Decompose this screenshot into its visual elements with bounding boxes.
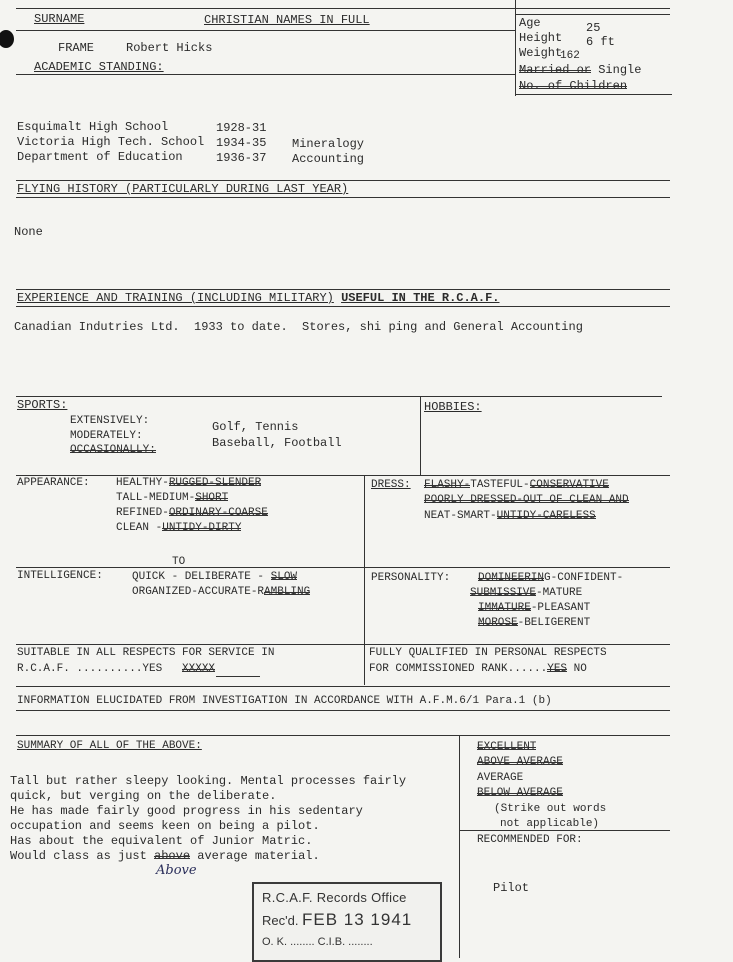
summary-line-1: Tall but rather sleepy looking. Mental processes fairly bbox=[10, 774, 407, 788]
rule bbox=[16, 735, 670, 736]
rating-above-average bbox=[477, 755, 563, 769]
education-subject-2: Mineralogy bbox=[292, 137, 365, 151]
struck-text: AMBLING bbox=[264, 586, 311, 598]
christian-names-label: CHRISTIAN NAMES IN FULL bbox=[204, 13, 370, 27]
height-value: 6 ft bbox=[586, 35, 615, 49]
personality-line-4 bbox=[478, 616, 590, 630]
dress-line-1 bbox=[424, 478, 609, 492]
sports-extensively-value: Golf, Tennis bbox=[212, 420, 299, 434]
records-office-stamp bbox=[252, 882, 442, 962]
struck-text: above bbox=[154, 849, 191, 863]
weight-value: 162 bbox=[560, 50, 580, 62]
rule bbox=[16, 475, 670, 476]
stamp-recd-label: Rec'd. bbox=[262, 913, 299, 928]
children-line bbox=[519, 79, 627, 93]
rule bbox=[16, 710, 670, 711]
marital-line bbox=[519, 63, 641, 77]
stamp-ok-line: O. K. ........ C.I.B. ........ bbox=[262, 936, 373, 948]
appearance-tall bbox=[116, 491, 228, 505]
struck-text: CONSERVATIVE bbox=[529, 479, 609, 491]
struck-text: DOMINEERIN bbox=[478, 572, 545, 584]
struck-text: SLOW bbox=[270, 571, 298, 583]
option-text: TASTEFUL- bbox=[470, 479, 530, 491]
surname-value: FRAME bbox=[58, 41, 95, 55]
summary-line-5: Has about the equivalent of Junior Matric. bbox=[10, 834, 313, 848]
age-label: Age bbox=[519, 16, 541, 30]
personality-line-1 bbox=[478, 571, 623, 585]
rule bbox=[16, 686, 670, 687]
suitable-label: SUITABLE IN ALL RESPECTS FOR SERVICE IN bbox=[17, 647, 275, 659]
struck-text: BELOW AVERAGE bbox=[477, 787, 563, 799]
summary-text: average material. bbox=[190, 849, 320, 863]
commission-line bbox=[369, 662, 587, 676]
rule bbox=[459, 736, 460, 958]
struck-text: SHORT bbox=[195, 492, 229, 504]
christian-names-value: Robert Hicks bbox=[126, 41, 213, 55]
stamp-date: FEB 13 1941 bbox=[302, 910, 413, 929]
struck-text: POORLY DRESSED-OUT OF CLEAN AND bbox=[424, 494, 629, 506]
sports-moderately-value: Baseball, Football bbox=[212, 436, 342, 450]
rule bbox=[364, 645, 365, 685]
struck-text: UNTIDY-DIRTY bbox=[162, 522, 242, 534]
rule bbox=[16, 180, 670, 181]
summary-text: Would class as just bbox=[10, 849, 155, 863]
option-text: -MATURE bbox=[536, 587, 583, 599]
commission-no: NO bbox=[567, 663, 587, 675]
struck-text: EXCELLENT bbox=[477, 741, 537, 753]
marital-value: Single bbox=[598, 63, 642, 77]
intelligence-line-2 bbox=[132, 585, 310, 599]
age-value: 25 bbox=[586, 21, 601, 35]
sports-moderately-label: MODERATELY: bbox=[70, 430, 143, 442]
personality-line-3 bbox=[478, 601, 590, 615]
appearance-label: APPEARANCE: bbox=[17, 477, 90, 489]
rule bbox=[364, 476, 365, 644]
option-text: QUICK - DELIBERATE - bbox=[132, 571, 271, 583]
rating-note-2: not applicable) bbox=[500, 818, 600, 830]
sports-label: SPORTS: bbox=[17, 398, 68, 412]
academic-label: ACADEMIC STANDING: bbox=[34, 60, 164, 74]
dress-label: DRESS: bbox=[371, 479, 411, 491]
rule bbox=[16, 396, 662, 397]
personality-line-2 bbox=[470, 586, 582, 600]
option-text: TALL-MEDIUM- bbox=[116, 492, 196, 504]
sports-extensively-label: EXTENSIVELY: bbox=[70, 415, 150, 427]
rule bbox=[216, 676, 260, 677]
recommended-value: Pilot bbox=[493, 881, 530, 895]
information-label: INFORMATION ELUCIDATED FROM INVESTIGATION IN ACCORDANCE WITH A.F.M.6/1 Para.1 (b) bbox=[17, 695, 552, 707]
rule bbox=[516, 8, 670, 9]
summary-line-6 bbox=[10, 849, 320, 863]
appearance-clean bbox=[116, 521, 241, 535]
handwritten-correction: Above bbox=[156, 863, 197, 878]
flying-label: FLYING HISTORY (PARTICULARLY DURING LAST YEAR) bbox=[17, 182, 349, 196]
struck-text: RUGGED-SLENDER bbox=[168, 477, 262, 489]
commission-label: FULLY QUALIFIED IN PERSONAL RESPECTS bbox=[369, 647, 607, 659]
struck-text: ORDINARY-COARSE bbox=[168, 507, 268, 519]
summary-line-4: occupation and seems keen on being a pilot. bbox=[10, 819, 320, 833]
education-school-1: Esquimalt High School bbox=[17, 120, 169, 134]
stamp-title: R.C.A.F. Records Office bbox=[262, 890, 407, 905]
rule bbox=[16, 306, 670, 307]
rating-note-1: (Strike out words bbox=[494, 803, 607, 815]
education-years-3: 1936-37 bbox=[216, 151, 267, 165]
dress-line-2 bbox=[424, 493, 629, 507]
surname-label: SURNAME bbox=[34, 12, 85, 26]
struck-text: ABOVE AVERAGE bbox=[477, 756, 563, 768]
rule bbox=[16, 644, 670, 645]
sports-occasionally bbox=[70, 443, 156, 457]
intelligence-label: INTELLIGENCE: bbox=[17, 570, 103, 582]
experience-value: Canadian Indutries Ltd. 1933 to date. Stores, shi ping and General Accounting bbox=[14, 320, 583, 334]
option-text: CLEAN - bbox=[116, 522, 163, 534]
rule bbox=[16, 567, 670, 568]
rating-below-average bbox=[477, 786, 563, 800]
height-label: Height bbox=[519, 31, 563, 45]
education-school-2: Victoria High Tech. School bbox=[17, 135, 205, 149]
struck-text: XXXXX bbox=[182, 663, 216, 675]
rule bbox=[420, 397, 421, 475]
summary-label: SUMMARY OF ALL OF THE ABOVE: bbox=[17, 740, 202, 752]
struck-text: OCCASIONALLY: bbox=[70, 444, 156, 456]
recommended-label: RECOMMENDED FOR: bbox=[477, 834, 583, 846]
option-text: -BELIGERENT bbox=[517, 617, 591, 629]
struck-text: MOROSE bbox=[478, 617, 518, 629]
rule bbox=[516, 14, 670, 15]
summary-line-2: quick, but verging on the deliberate. bbox=[10, 789, 277, 803]
struck-text: YES bbox=[547, 663, 568, 675]
rule bbox=[16, 74, 516, 75]
struck-text: IMMATURE bbox=[478, 602, 531, 614]
education-subject-3: Accounting bbox=[292, 152, 365, 166]
education-school-3: Department of Education bbox=[17, 150, 183, 164]
personality-label: PERSONALITY: bbox=[371, 572, 451, 584]
option-text: REFINED- bbox=[116, 507, 169, 519]
struck-text: Married or bbox=[519, 63, 592, 77]
struck-text: SUBMISSIVE bbox=[470, 587, 537, 599]
rating-excellent bbox=[477, 740, 536, 754]
rule bbox=[16, 289, 670, 290]
suitable-line bbox=[17, 662, 215, 676]
option-text: ORGANIZED-ACCURATE-R bbox=[132, 586, 265, 598]
appearance-refined bbox=[116, 506, 268, 520]
experience-label bbox=[17, 291, 500, 305]
experience-useful-label: USEFUL IN THE R.C.A.F. bbox=[341, 291, 500, 305]
option-text: NEAT-SMART- bbox=[424, 510, 497, 522]
rule bbox=[460, 830, 670, 831]
weight-label: Weight bbox=[519, 46, 563, 60]
option-text: G-CONFIDENT- bbox=[544, 572, 624, 584]
option-text: -PLEASANT bbox=[530, 602, 591, 614]
rule bbox=[16, 197, 670, 198]
flying-value: None bbox=[14, 225, 43, 239]
option-text: HEALTHY- bbox=[116, 477, 169, 489]
dress-line-3 bbox=[424, 509, 596, 523]
struck-text: FLASHY- bbox=[424, 479, 471, 491]
struck-text: UNTIDY-CARELESS bbox=[496, 510, 596, 522]
intelligence-line-1 bbox=[132, 570, 297, 584]
education-years-1: 1928-31 bbox=[216, 121, 267, 135]
struck-text: No. of Children bbox=[519, 79, 628, 93]
rule bbox=[516, 94, 672, 95]
hobbies-label: HOBBIES: bbox=[424, 400, 482, 414]
experience-label-text: EXPERIENCE AND TRAINING (INCLUDING MILITARY) bbox=[17, 291, 334, 305]
suitable-yes: R.C.A.F. ..........YES bbox=[17, 663, 169, 675]
rating-average: AVERAGE bbox=[477, 772, 524, 784]
appearance-to: TO bbox=[172, 556, 186, 568]
education-years-2: 1934-35 bbox=[216, 136, 267, 150]
summary-line-3: He has made fairly good progress in his sedentary bbox=[10, 804, 363, 818]
punch-hole bbox=[0, 30, 14, 48]
rule bbox=[16, 8, 516, 9]
rule bbox=[16, 30, 516, 31]
commission-rank: FOR COMMISSIONED RANK...... bbox=[369, 663, 548, 675]
appearance-healthy bbox=[116, 476, 261, 490]
